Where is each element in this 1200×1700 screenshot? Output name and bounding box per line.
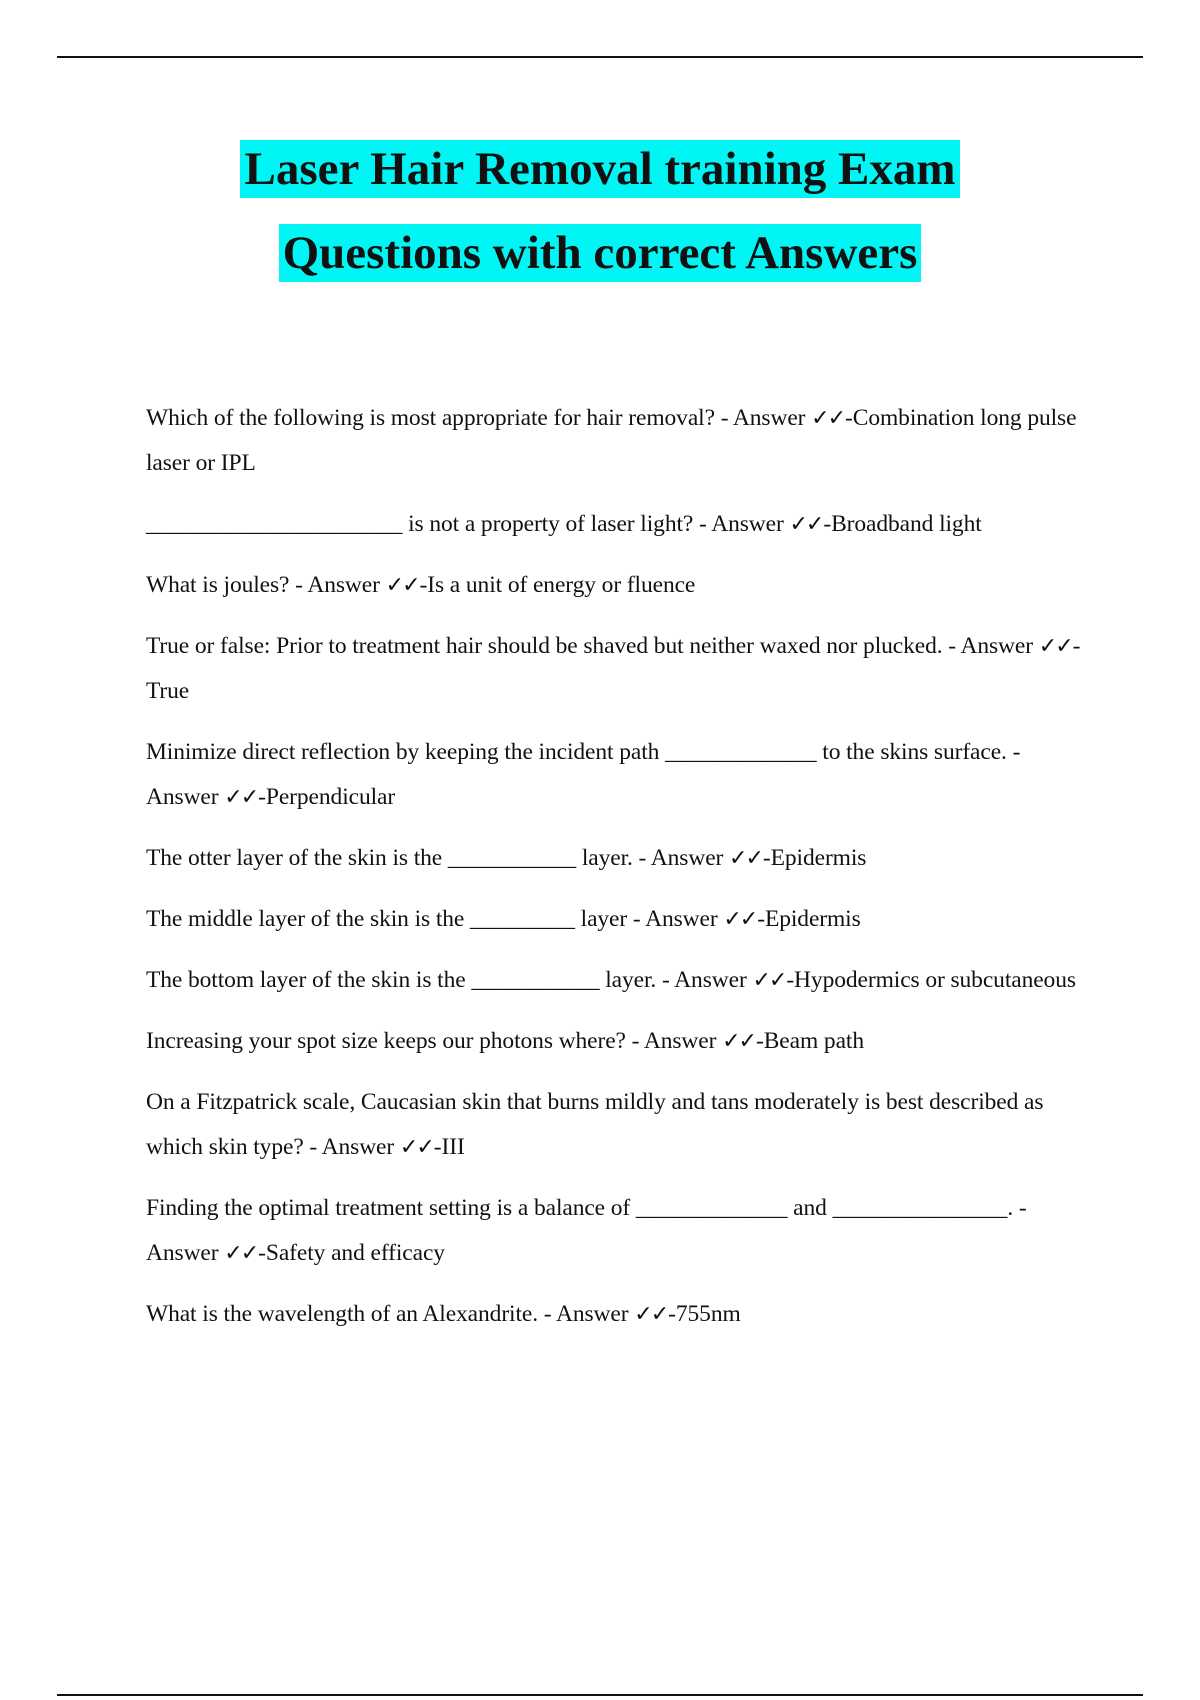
qa-list	[146, 396, 1081, 1353]
check-mark-icon: ✓✓	[752, 968, 786, 993]
check-mark-icon: ✓✓	[811, 406, 845, 431]
question-text: The middle layer of the skin is the _________ layer - Answer	[146, 906, 724, 932]
check-mark-icon: ✓✓	[729, 846, 762, 871]
answer-text: -Broadband light	[823, 511, 982, 537]
answer-text: -Epidermis	[757, 906, 861, 932]
document-title	[0, 140, 1200, 308]
answer-text: -Is a unit of energy or fluence	[419, 572, 696, 598]
check-mark-icon: ✓✓	[224, 1241, 258, 1266]
qa-item	[146, 563, 1081, 608]
check-mark-icon: ✓✓	[789, 512, 823, 537]
question-text: Minimize direct reflection by keeping the incident path _____________ to the skins surface. - Answer	[146, 739, 1021, 810]
question-text: Increasing your spot size keeps our photons where? - Answer	[146, 1028, 723, 1054]
answer-text: -True	[146, 633, 1081, 704]
qa-item	[146, 730, 1081, 820]
qa-item	[146, 897, 1081, 942]
answer-text: -Epidermis	[762, 845, 867, 871]
question-text: What is the wavelength of an Alexandrite. - Answer	[146, 1301, 635, 1327]
check-mark-icon: ✓✓	[1038, 634, 1072, 659]
answer-text: -Safety and efficacy	[258, 1240, 445, 1266]
qa-item	[146, 396, 1081, 486]
qa-item	[146, 958, 1081, 1003]
answer-text: -Combination long pulse laser or IPL	[146, 405, 1077, 476]
qa-item	[146, 624, 1081, 714]
check-mark-icon: ✓✓	[634, 1302, 668, 1327]
title-line-1: Laser Hair Removal training Exam	[240, 140, 959, 198]
question-text: The bottom layer of the skin is the ___________ layer. - Answer	[146, 967, 753, 993]
qa-item	[146, 1080, 1081, 1170]
check-mark-icon: ✓✓	[224, 785, 258, 810]
qa-item	[146, 1019, 1081, 1064]
question-text: Finding the optimal treatment setting is a balance of _____________ and _______________. - Answer	[146, 1195, 1027, 1266]
question-text: The otter layer of the skin is the ___________ layer. - Answer	[146, 845, 730, 871]
top-rule	[57, 56, 1143, 58]
check-mark-icon: ✓✓	[385, 573, 419, 598]
question-text: True or false: Prior to treatment hair should be shaved but neither waxed nor plucked. - Answer	[146, 633, 1039, 659]
answer-text: -755nm	[668, 1301, 741, 1327]
qa-item	[146, 1292, 1081, 1337]
question-text: What is joules? - Answer	[146, 572, 386, 598]
question-text: ______________________ is not a property of laser light? - Answer	[146, 511, 790, 537]
qa-item	[146, 836, 1081, 881]
answer-text: -Hypodermics or subcutaneous	[786, 967, 1076, 993]
qa-item	[146, 502, 1081, 547]
check-mark-icon: ✓✓	[723, 907, 757, 932]
qa-item	[146, 1186, 1081, 1276]
question-text: On a Fitzpatrick scale, Caucasian skin that burns mildly and tans moderately is best described as which skin type? - Answer	[146, 1089, 1044, 1160]
answer-text: -III	[433, 1134, 465, 1160]
check-mark-icon: ✓✓	[399, 1135, 433, 1160]
answer-text: -Beam path	[756, 1028, 864, 1054]
question-text: Which of the following is most appropriate for hair removal? - Answer	[146, 405, 812, 431]
check-mark-icon: ✓✓	[722, 1029, 755, 1054]
title-line-2: Questions with correct Answers	[279, 224, 922, 282]
answer-text: -Perpendicular	[258, 784, 396, 810]
bottom-rule	[57, 1694, 1143, 1696]
